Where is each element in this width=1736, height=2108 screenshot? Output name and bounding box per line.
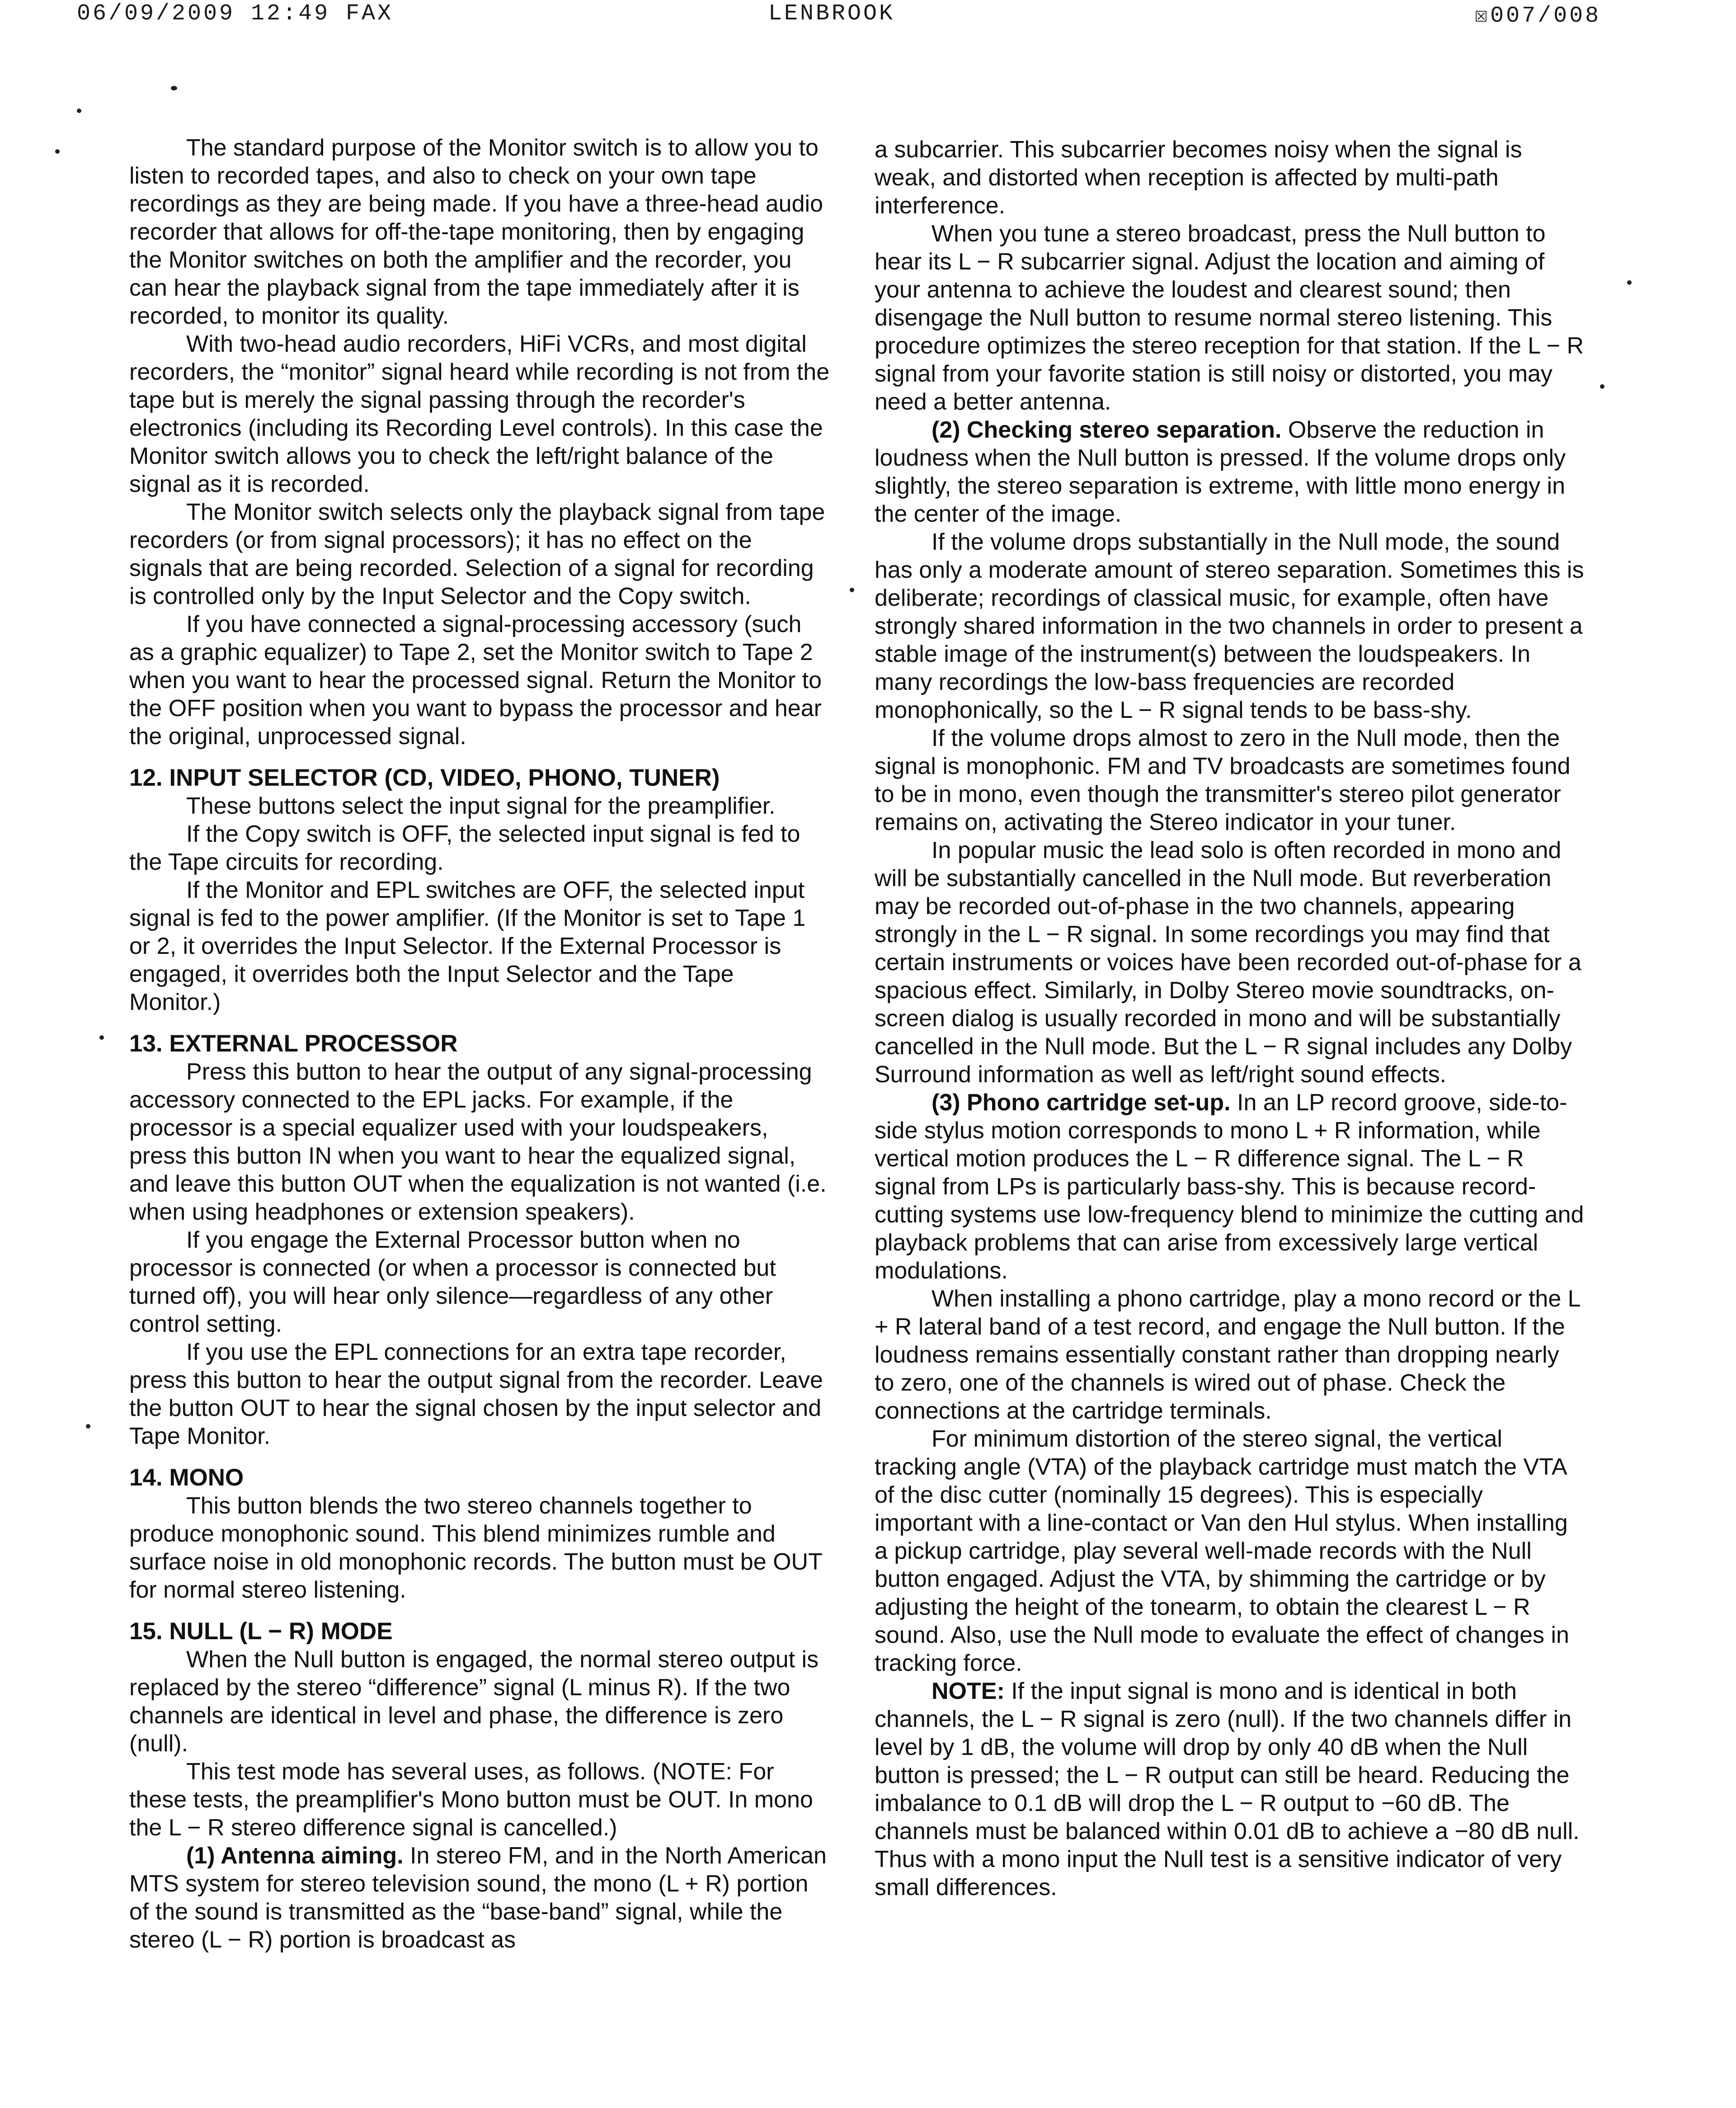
fax-speck: [77, 108, 81, 113]
paragraph-text: If the Copy switch is OFF, the selected input signal is fed to the Tape circuits for recording.: [129, 821, 800, 875]
body-paragraph: [875, 528, 1584, 724]
body-paragraph: [129, 1758, 831, 1842]
paragraph-text: In popular music the lead solo is often recorded in mono and will be substantially cancelled in the Null mode. But reverberation may be recorded out-of-phase in the two channels, appearing strongly in the L − R signal. In some recordings you may find that certain instruments or voices have been recorded out-of-phase for a spacious effect. Similarly, in Dolby Stereo movie soundtracks, on-screen dialog is usually recorded in mono and will be substantially cancelled in the Null mode. But the L − R signal includes any Dolby Surround information as well as left/right sound effects.: [875, 837, 1581, 1088]
paragraph-text: When installing a phono cartridge, play a mono record or the L + R lateral band of a test record, and engage the Null button. If the loudness remains essentially constant rather than dropping nearly to zero, one of the channels is wired out of phase. Check the connections at the cartridge terminals.: [875, 1286, 1580, 1424]
left-text-column: [129, 134, 831, 1954]
fax-speck: [1600, 384, 1604, 389]
paragraph-text: This test mode has several uses, as follows. (NOTE: For these tests, the preamplifier's Mono button must be OUT. In mono the L − R stereo difference signal is cancelled.): [129, 1759, 813, 1841]
paragraph-text: These buttons select the input signal for the preamplifier.: [186, 793, 776, 819]
body-paragraph: [875, 220, 1584, 416]
body-paragraph: [129, 330, 831, 498]
body-paragraph: [875, 1285, 1584, 1425]
fax-speck: [86, 1424, 90, 1429]
body-paragraph: [129, 1338, 831, 1450]
paragraph-text: Observe the reduction in loudness when the Null button is pressed. If the volume drops only slightly, the stereo separation is extreme, with little mono energy in the center of the image.: [875, 417, 1566, 527]
paragraph-text: If you use the EPL connections for an extra tape recorder, press this button to hear the output signal from the recorder. Leave the button OUT to hear the signal chosen by the input selector and Tape Monitor.: [129, 1339, 823, 1449]
paragraph-text: If the volume drops almost to zero in the Null mode, then the signal is monophonic. FM and TV broadcasts are sometimes found to be in mono, even though the transmitter's stereo pilot generator remains on, activating the Stereo indicator in your tuner.: [875, 725, 1571, 835]
paragraph-text: If you engage the External Processor button when no processor is connected (or when a processor is connected but turned off), you will hear only silence—regardless of any other control setting.: [129, 1227, 776, 1337]
paragraph-lead: (1) Antenna aiming.: [186, 1843, 404, 1869]
body-paragraph: [875, 836, 1584, 1089]
body-paragraph: [875, 1677, 1584, 1901]
paragraph-text: When the Null button is engaged, the normal stereo output is replaced by the stereo “difference” signal (L minus R). If the two channels are identical in level and phase, the difference is zero (null).: [129, 1646, 819, 1757]
paragraph-text: With two-head audio recorders, HiFi VCRs, and most digital recorders, the “monitor” signal heard while recording is not from the tape but is merely the signal passing through the recorder's electronics (including its Recording Level controls). In this case the Monitor switch allows you to check the left/right balance of the signal as it is recorded.: [129, 331, 830, 497]
body-paragraph: [129, 498, 831, 610]
paragraph-text: This button blends the two stereo channels together to produce monophonic sound. This blend minimizes rumble and surface noise in old monophonic records. The button must be OUT for normal stereo listening.: [129, 1493, 822, 1603]
paragraph-text: The standard purpose of the Monitor switch is to allow you to listen to recorded tapes, and also to check on your own tape recordings as they are being made. If you have a three-head audio recorder that allows for off-the-tape monitoring, then by engaging the Monitor switches on both the amplifier and the recorder, you can hear the playback signal from the tape immediately after it is recorded, to monitor its quality.: [129, 135, 823, 329]
section-heading: 13. EXTERNAL PROCESSOR: [129, 1030, 458, 1057]
fax-speck: [1627, 280, 1632, 285]
body-paragraph: [129, 610, 831, 750]
paragraph-text: If you have connected a signal-processing accessory (such as a graphic equalizer) to Tape 2, set the Monitor switch to Tape 2 when you want to hear the processed signal. Return the Monitor to the OFF position when you want to bypass the processor and hear the original, unprocessed signal.: [129, 611, 822, 750]
paragraph-text: Press this button to hear the output of any signal-processing accessory connected to the EPL jacks. For example, if the processor is a special equalizer used with your loudspeakers, press this button IN when you want to hear the equalized signal, and leave this button OUT when the equalization is not wanted (i.e. when using headphones or extension speakers).: [129, 1059, 827, 1225]
paragraph-lead: NOTE:: [932, 1678, 1005, 1704]
body-paragraph: [129, 1842, 831, 1954]
paragraph-text: When you tune a stereo broadcast, press the Null button to hear its L − R subcarrier signal. Adjust the location and aiming of your antenna to achieve the loudest and clearest sound; then disengage the Null button to resume normal stereo listening. This procedure optimizes the stereo reception for that station. If the L − R signal from your favorite station is still noisy or distorted, you may need a better antenna.: [875, 221, 1584, 415]
body-paragraph: [875, 1425, 1584, 1677]
body-paragraph: [875, 724, 1584, 836]
paragraph-text: a subcarrier. This subcarrier becomes noisy when the signal is weak, and distorted when reception is affected by multi-path interference.: [875, 137, 1522, 219]
fax-header: [0, 0, 1736, 36]
body-paragraph: [129, 1226, 831, 1338]
body-paragraph: [129, 1058, 831, 1226]
body-paragraph: [129, 1646, 831, 1758]
body-paragraph: [129, 134, 831, 330]
paragraph-text: If the volume drops substantially in the Null mode, the sound has only a moderate amount of stereo separation. Sometimes this is deliberate; recordings of classical music, for example, often have strongly shared information in the two channels in order to present a stable image of the instrument(s) between the loudspeakers. In many recordings the low-bass frequencies are recorded monophonically, so the L − R signal tends to be bass-shy.: [875, 529, 1584, 723]
fax-speck: [55, 149, 60, 154]
paragraph-lead: (2) Checking stereo separation.: [932, 417, 1282, 443]
paragraph-text: If the Monitor and EPL switches are OFF, the selected input signal is fed to the power amplifier. (If the Monitor is set to Tape 1 or 2, it overrides the Input Selector. If the External Processor is engaged, it overrides both the Input Selector and the Tape Monitor.): [129, 877, 806, 1015]
fax-sender: LENBROOK: [768, 1, 895, 27]
fax-speck: [171, 86, 177, 90]
fax-speck: [99, 1035, 104, 1040]
body-paragraph: [129, 876, 831, 1016]
body-paragraph: [875, 416, 1584, 528]
body-paragraph: [875, 1089, 1584, 1285]
fax-datetime: 06/09/2009 12:49 FAX: [77, 1, 394, 27]
body-paragraph: [129, 792, 831, 820]
section-heading: 15. NULL (L − R) MODE: [129, 1618, 393, 1645]
paragraph-text: In stereo FM, and in the North American MTS system for stereo television sound, the mono (L + R) portion of the sound is transmitted as the “base-band” signal, while the stereo (L − R) portion is broadcast as: [129, 1843, 827, 1953]
paragraph-text: In an LP record groove, side-to-side stylus motion corresponds to mono L + R information, while vertical motion produces the L − R difference signal. The L − R signal from LPs is particularly bass-shy. This is because record-cutting systems use low-frequency blend to minimize the cutting and playback problems that can arise from excessively large vertical modulations.: [875, 1089, 1584, 1284]
fax-speck: [850, 588, 854, 592]
section-heading: 14. MONO: [129, 1464, 244, 1491]
right-text-column: [875, 136, 1584, 1901]
body-paragraph: [129, 820, 831, 876]
fax-page-number: ☒007/008: [1474, 3, 1601, 29]
section-heading: 12. INPUT SELECTOR (CD, VIDEO, PHONO, TUNER): [129, 764, 720, 791]
body-paragraph: [129, 1492, 831, 1604]
paragraph-text: The Monitor switch selects only the playback signal from tape recorders (or from signal processors); it has no effect on the signals that are being recorded. Selection of a signal for recording is controlled only by the Input Selector and the Copy switch.: [129, 499, 825, 609]
paragraph-text: If the input signal is mono and is identical in both channels, the L − R signal is zero (null). If the two channels differ in level by 1 dB, the volume will drop by only 40 dB when the Null button is pressed; the L − R output can still be heard. Reducing the imbalance to 0.1 dB will drop the L − R output to −60 dB. The channels must be balanced within 0.01 dB to achieve a −80 dB null. Thus with a mono input the Null test is a sensitive indicator of very small differences.: [875, 1678, 1580, 1901]
paragraph-lead: (3) Phono cartridge set-up.: [932, 1089, 1231, 1116]
body-paragraph: [875, 136, 1584, 220]
paragraph-text: For minimum distortion of the stereo signal, the vertical tracking angle (VTA) of the playback cartridge must match the VTA of the disc cutter (nominally 15 degrees). This is especially important with a line-contact or Van den Hul stylus. When installing a pickup cartridge, play several well-made records with the Null button engaged. Adjust the VTA, by shimming the cartridge or by adjusting the height of the tonearm, to obtain the clearest L − R sound. Also, use the Null mode to evaluate the effect of changes in tracking force.: [875, 1426, 1569, 1676]
